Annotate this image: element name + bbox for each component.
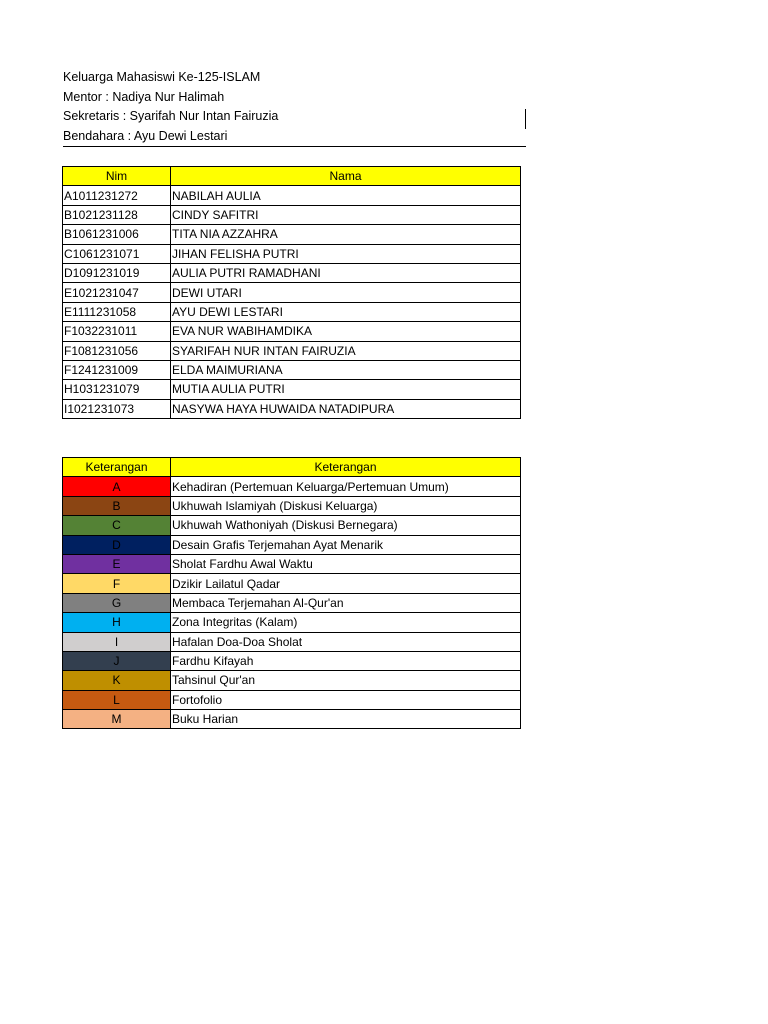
name-cell[interactable]: ELDA MAIMURIANA bbox=[171, 360, 521, 379]
table-row bbox=[63, 283, 521, 302]
legend-row bbox=[63, 690, 521, 709]
column-header-keterangan-code[interactable]: Keterangan bbox=[63, 458, 171, 477]
name-cell[interactable]: MUTIA AULIA PUTRI bbox=[171, 380, 521, 399]
treasurer-line: Bendahara : Ayu Dewi Lestari bbox=[63, 127, 526, 148]
name-cell[interactable]: NASYWA HAYA HUWAIDA NATADIPURA bbox=[171, 399, 521, 418]
legend-code-cell[interactable]: L bbox=[63, 690, 171, 709]
legend-table bbox=[62, 457, 521, 729]
nim-cell[interactable]: H1031231079 bbox=[63, 380, 171, 399]
nim-cell[interactable]: E1111231058 bbox=[63, 302, 171, 321]
nim-cell[interactable]: F1081231056 bbox=[63, 341, 171, 360]
mentor-line: Mentor : Nadiya Nur Halimah bbox=[63, 89, 225, 104]
name-cell[interactable]: AULIA PUTRI RAMADHANI bbox=[171, 263, 521, 282]
family-title: Keluarga Mahasiswi Ke-125-ISLAM bbox=[63, 70, 261, 84]
legend-code-cell[interactable]: B bbox=[63, 496, 171, 515]
nim-cell[interactable]: A1011231272 bbox=[63, 186, 171, 205]
legend-description-cell[interactable]: Fardhu Kifayah bbox=[171, 651, 521, 670]
legend-description-cell[interactable]: Ukhuwah Islamiyah (Diskusi Keluarga) bbox=[171, 496, 521, 515]
legend-description-cell[interactable]: Kehadiran (Pertemuan Keluarga/Pertemuan Umum) bbox=[171, 477, 521, 496]
legend-code-cell[interactable]: I bbox=[63, 632, 171, 651]
table-row bbox=[63, 380, 521, 399]
legend-row bbox=[63, 535, 521, 554]
legend-row bbox=[63, 593, 521, 612]
name-cell[interactable]: AYU DEWI LESTARI bbox=[171, 302, 521, 321]
name-cell[interactable]: DEWI UTARI bbox=[171, 283, 521, 302]
legend-code-cell[interactable]: A bbox=[63, 477, 171, 496]
table-row bbox=[63, 263, 521, 282]
legend-row bbox=[63, 651, 521, 670]
column-header-nama[interactable]: Nama bbox=[171, 167, 521, 186]
name-cell[interactable]: TITA NIA AZZAHRA bbox=[171, 225, 521, 244]
column-header-nim[interactable]: Nim bbox=[63, 167, 171, 186]
legend-description-cell[interactable]: Hafalan Doa-Doa Sholat bbox=[171, 632, 521, 651]
table-row bbox=[63, 244, 521, 263]
secretary-line: Sekretaris : Syarifah Nur Intan Fairuzia bbox=[63, 109, 279, 123]
members-header-row bbox=[63, 167, 521, 186]
legend-code-cell[interactable]: F bbox=[63, 574, 171, 593]
table-row bbox=[63, 205, 521, 224]
legend-code-cell[interactable]: K bbox=[63, 671, 171, 690]
cell-border-divider bbox=[525, 109, 526, 129]
nim-cell[interactable]: B1021231128 bbox=[63, 205, 171, 224]
legend-description-cell[interactable]: Desain Grafis Terjemahan Ayat Menarik bbox=[171, 535, 521, 554]
legend-row bbox=[63, 516, 521, 535]
table-row bbox=[63, 341, 521, 360]
name-cell[interactable]: EVA NUR WABIHAMDIKA bbox=[171, 322, 521, 341]
name-cell[interactable]: NABILAH AULIA bbox=[171, 186, 521, 205]
legend-header-row bbox=[63, 458, 521, 477]
nim-cell[interactable]: B1061231006 bbox=[63, 225, 171, 244]
legend-row bbox=[63, 613, 521, 632]
legend-row bbox=[63, 477, 521, 496]
legend-description-cell[interactable]: Tahsinul Qur'an bbox=[171, 671, 521, 690]
table-row bbox=[63, 360, 521, 379]
legend-description-cell[interactable]: Ukhuwah Wathoniyah (Diskusi Bernegara) bbox=[171, 516, 521, 535]
name-cell[interactable]: JIHAN FELISHA PUTRI bbox=[171, 244, 521, 263]
document-header bbox=[63, 68, 526, 147]
table-row bbox=[63, 186, 521, 205]
name-cell[interactable]: SYARIFAH NUR INTAN FAIRUZIA bbox=[171, 341, 521, 360]
members-table bbox=[62, 166, 521, 419]
table-row bbox=[63, 225, 521, 244]
legend-code-cell[interactable]: H bbox=[63, 613, 171, 632]
legend-row bbox=[63, 710, 521, 729]
legend-row bbox=[63, 554, 521, 573]
nim-cell[interactable]: E1021231047 bbox=[63, 283, 171, 302]
legend-description-cell[interactable]: Sholat Fardhu Awal Waktu bbox=[171, 554, 521, 573]
column-header-keterangan-desc[interactable]: Keterangan bbox=[171, 458, 521, 477]
table-row bbox=[63, 399, 521, 418]
legend-code-cell[interactable]: G bbox=[63, 593, 171, 612]
legend-row bbox=[63, 574, 521, 593]
nim-cell[interactable]: D1091231019 bbox=[63, 263, 171, 282]
nim-cell[interactable]: C1061231071 bbox=[63, 244, 171, 263]
table-row bbox=[63, 322, 521, 341]
legend-code-cell[interactable]: J bbox=[63, 651, 171, 670]
nim-cell[interactable]: F1241231009 bbox=[63, 360, 171, 379]
legend-description-cell[interactable]: Zona Integritas (Kalam) bbox=[171, 613, 521, 632]
nim-cell[interactable]: I1021231073 bbox=[63, 399, 171, 418]
legend-row bbox=[63, 496, 521, 515]
legend-row bbox=[63, 632, 521, 651]
nim-cell[interactable]: F1032231011 bbox=[63, 322, 171, 341]
legend-description-cell[interactable]: Buku Harian bbox=[171, 710, 521, 729]
legend-description-cell[interactable]: Membaca Terjemahan Al-Qur'an bbox=[171, 593, 521, 612]
legend-code-cell[interactable]: E bbox=[63, 554, 171, 573]
legend-code-cell[interactable]: D bbox=[63, 535, 171, 554]
name-cell[interactable]: CINDY SAFITRI bbox=[171, 205, 521, 224]
legend-description-cell[interactable]: Dzikir Lailatul Qadar bbox=[171, 574, 521, 593]
legend-code-cell[interactable]: C bbox=[63, 516, 171, 535]
legend-description-cell[interactable]: Fortofolio bbox=[171, 690, 521, 709]
legend-code-cell[interactable]: M bbox=[63, 710, 171, 729]
table-row bbox=[63, 302, 521, 321]
legend-row bbox=[63, 671, 521, 690]
